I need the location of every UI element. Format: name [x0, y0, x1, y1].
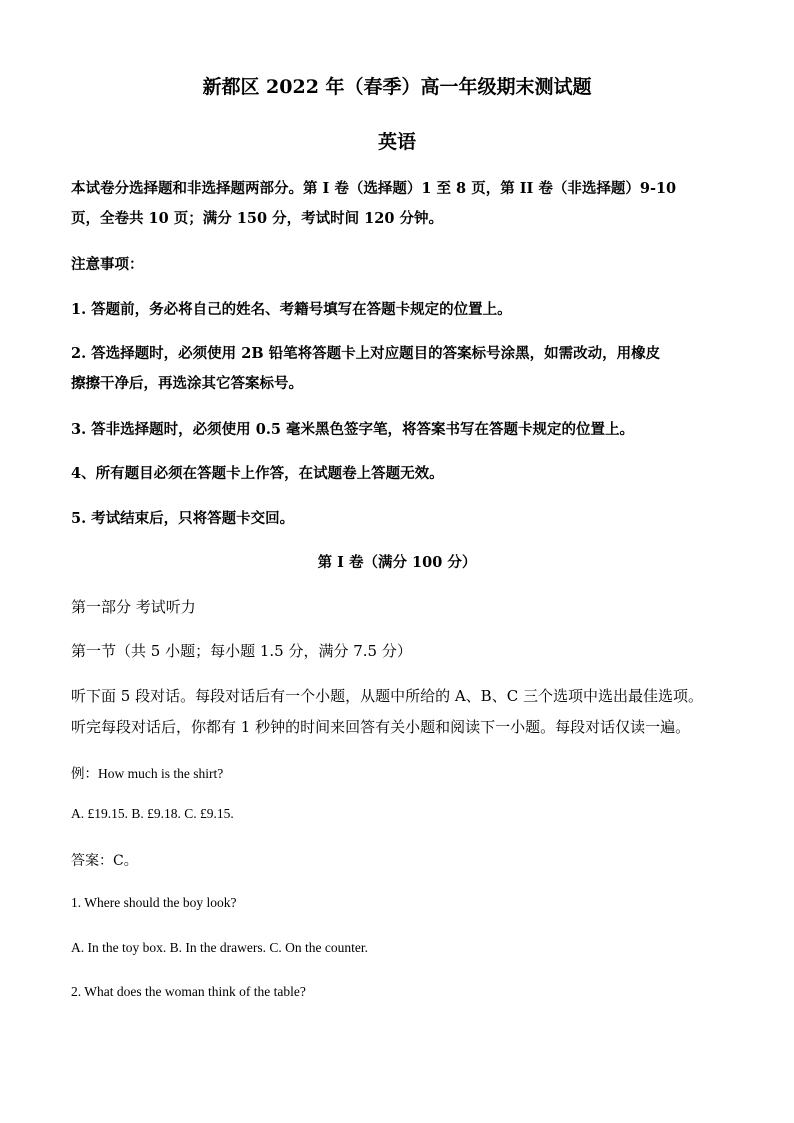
part-1-heading: 第一部分 考试听力	[71, 598, 196, 616]
example-question: 例：How much is the shirt?	[71, 766, 224, 781]
section-1-heading: 第一节（共 5 小题；每小题 1.5 分，满分 7.5 分）	[71, 642, 412, 660]
example-options: A. £19.15. B. £9.18. C. £9.15.	[71, 806, 234, 821]
note-item-1: 1. 答题前，务必将自己的姓名、考籍号填写在答题卡规定的位置上。	[71, 301, 512, 318]
example-answer: 答案：C。	[71, 853, 138, 869]
question-1-options: A. In the toy box. B. In the drawers. C. On the counter.	[71, 940, 368, 955]
question-2-text: 2. What does the woman think of the table?	[71, 984, 306, 999]
instructions-line-1: 听下面 5 段对话。每段对话后有一个小题，从题中所给的 A、B、C 三个选项中选出最佳选项。	[71, 687, 703, 705]
instructions-line-2: 听完每段对话后，你都有 1 秒钟的时间来回答有关小题和阅读下一小题。每段对话仅读一遍。	[71, 718, 691, 736]
question-1-text: 1. Where should the boy look?	[71, 895, 237, 910]
subject-title: 英语	[377, 131, 416, 153]
notes-heading: 注意事项：	[71, 256, 144, 273]
note-item-2-line-2: 擦擦干净后，再选涂其它答案标号。	[71, 375, 303, 392]
intro-line-2: 页，全卷共 10 页；满分 150 分，考试时间 120 分钟。	[71, 210, 443, 227]
note-item-5: 5. 考试结束后，只将答题卡交回。	[71, 510, 295, 527]
exam-title: 新都区 2022 年（春季）高一年级期末测试题	[202, 76, 592, 98]
note-item-2-line-1: 2. 答选择题时，必须使用 2B 铅笔将答题卡上对应题目的答案标号涂黑，如需改动，用橡皮	[71, 345, 661, 362]
note-item-3: 3. 答非选择题时，必须使用 0.5 毫米黑色签字笔，将答案书写在答题卡规定的位置上。	[71, 421, 635, 438]
note-item-4: 4、所有题目必须在答题卡上作答，在试题卷上答题无效。	[71, 465, 444, 482]
volume-1-heading: 第 I 卷（满分 100 分）	[317, 554, 477, 571]
intro-line-1: 本试卷分选择题和非选择题两部分。第 I 卷（选择题）1 至 8 页，第 II 卷（非选择题）9-10	[71, 180, 677, 197]
